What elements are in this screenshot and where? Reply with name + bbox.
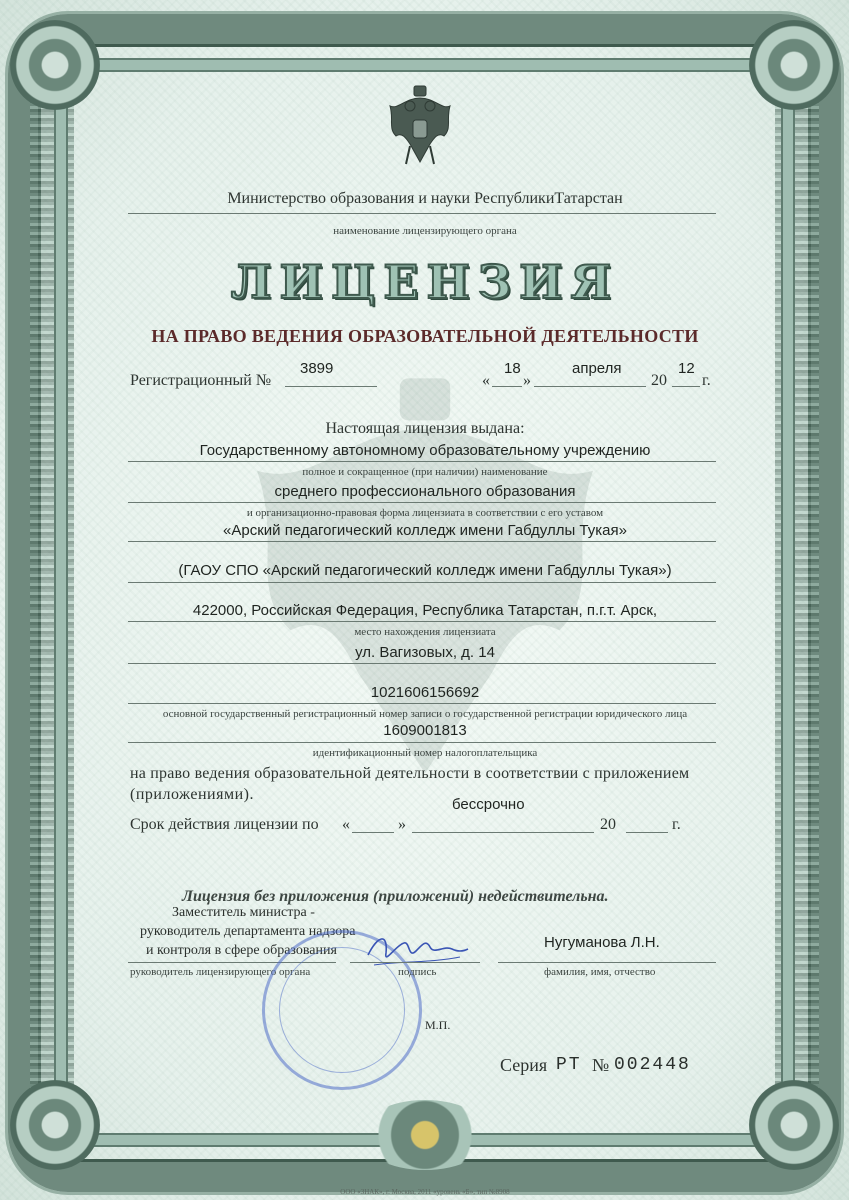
underline <box>672 386 700 387</box>
licensee-address-line1: 422000, Российская Федерация, Республика Татарстан, п.г.т. Арск, <box>192 602 658 619</box>
signature-caption: подпись <box>398 966 437 978</box>
registration-month: апреля <box>572 360 622 377</box>
serial-number-sign: № <box>592 1055 610 1075</box>
signatory-position-caption: руководитель лицензирующего органа <box>130 966 311 978</box>
registration-quote-close: » <box>523 372 531 389</box>
seal-place-mark: М.П. <box>425 1018 451 1032</box>
signatory-name-caption: фамилия, имя, отчество <box>544 966 656 978</box>
signatory-position-line3: и контроля в сфере образования <box>146 943 337 958</box>
validity-quote-open: « <box>342 816 350 833</box>
serial-code: РТ <box>556 1055 582 1075</box>
registration-year-suffix: 12 <box>678 360 695 377</box>
underline <box>128 461 716 462</box>
purpose-line2: (приложениями). <box>130 786 254 803</box>
licensee-address-line2: ул. Вагизовых, д. 14 <box>355 644 495 661</box>
licensing-authority-caption: наименование лицензирующего органа <box>333 225 517 237</box>
document-title: ЛИЦЕНЗИЯ <box>230 255 620 309</box>
ogrn-value: 1021606156692 <box>370 684 480 701</box>
issued-heading: Настоящая лицензия выдана: <box>325 420 525 437</box>
underline <box>285 386 377 387</box>
underline <box>492 386 522 387</box>
underline <box>128 621 716 622</box>
serial-number: 002448 <box>614 1055 691 1075</box>
registration-quote-open: « <box>482 372 490 389</box>
licensee-short-name: (ГАОУ СПО «Арский педагогический колледж имени Габдуллы Тукая») <box>178 562 672 579</box>
underline <box>498 962 716 963</box>
printer-imprint: ООО «ЗНАК», г. Москва, 2011 «уровень «Б», тип №8908 <box>340 1188 510 1196</box>
underline <box>128 663 716 664</box>
validity-year-prefix: 20 <box>600 816 616 833</box>
registration-year-prefix: 20 <box>651 372 667 389</box>
inn-value: 1609001813 <box>383 722 467 739</box>
underline <box>350 962 480 963</box>
underline <box>534 386 646 387</box>
signatory-name: Нугуманова Л.Н. <box>544 934 660 951</box>
underline <box>352 832 394 833</box>
registration-day: 18 <box>504 360 521 377</box>
licensee-name-caption: полное и сокращенное (при наличии) наименование <box>302 466 548 478</box>
underline <box>128 541 716 542</box>
licensee-form-caption: и организационно-правовая форма лицензиата в соответствии с его уставом <box>246 507 604 519</box>
licensing-authority-name: Министерство образования и науки РеспубликиТатарстан <box>227 190 623 207</box>
validity-year-unit: г. <box>672 816 681 833</box>
underline <box>626 832 668 833</box>
validity-quote-close: » <box>398 816 406 833</box>
corner-rosette-icon <box>749 1080 839 1170</box>
licensee-address-caption: место нахождения лицензиата <box>354 626 496 638</box>
licensee-name-line1: Государственному автономному образовательному учреждению <box>199 442 651 459</box>
registration-year-unit: г. <box>702 372 711 389</box>
hologram-seal-icon <box>360 1100 490 1170</box>
corner-rosette-icon <box>10 20 100 110</box>
corner-rosette-icon <box>749 20 839 110</box>
purpose-line1: на право ведения образовательной деятельности в соответствии с приложением <box>130 765 690 782</box>
validity-warning: Лицензия без приложения (приложений) недействительна. <box>182 888 609 905</box>
ogrn-caption: основной государственный регистрационный номер записи о государственной регистрации юридического лица <box>162 708 688 720</box>
registration-number: 3899 <box>300 360 334 377</box>
corner-rosette-icon <box>10 1080 100 1170</box>
underline <box>128 213 716 214</box>
underline <box>128 703 716 704</box>
validity-label: Срок действия лицензии по <box>130 816 319 833</box>
underline <box>412 832 594 833</box>
licensee-name-line2: среднего профессионального образования <box>274 483 576 500</box>
underline <box>128 742 716 743</box>
coat-of-arms-icon <box>380 84 460 172</box>
signatory-position-line1: Заместитель министра - <box>172 905 315 920</box>
underline <box>128 502 716 503</box>
inn-caption: идентификационный номер налогоплательщика <box>312 747 538 759</box>
validity-value: бессрочно <box>452 796 525 813</box>
serial-label: Серия <box>500 1055 548 1075</box>
underline <box>128 582 716 583</box>
registration-label: Регистрационный № <box>130 372 272 389</box>
licensee-name-line3: «Арский педагогический колледж имени Габдуллы Тукая» <box>223 522 627 539</box>
signatory-position-line2: руководитель департамента надзора <box>140 924 356 939</box>
document-subtitle: НА ПРАВО ВЕДЕНИЯ ОБРАЗОВАТЕЛЬНОЙ ДЕЯТЕЛЬНОСТИ <box>151 326 699 346</box>
